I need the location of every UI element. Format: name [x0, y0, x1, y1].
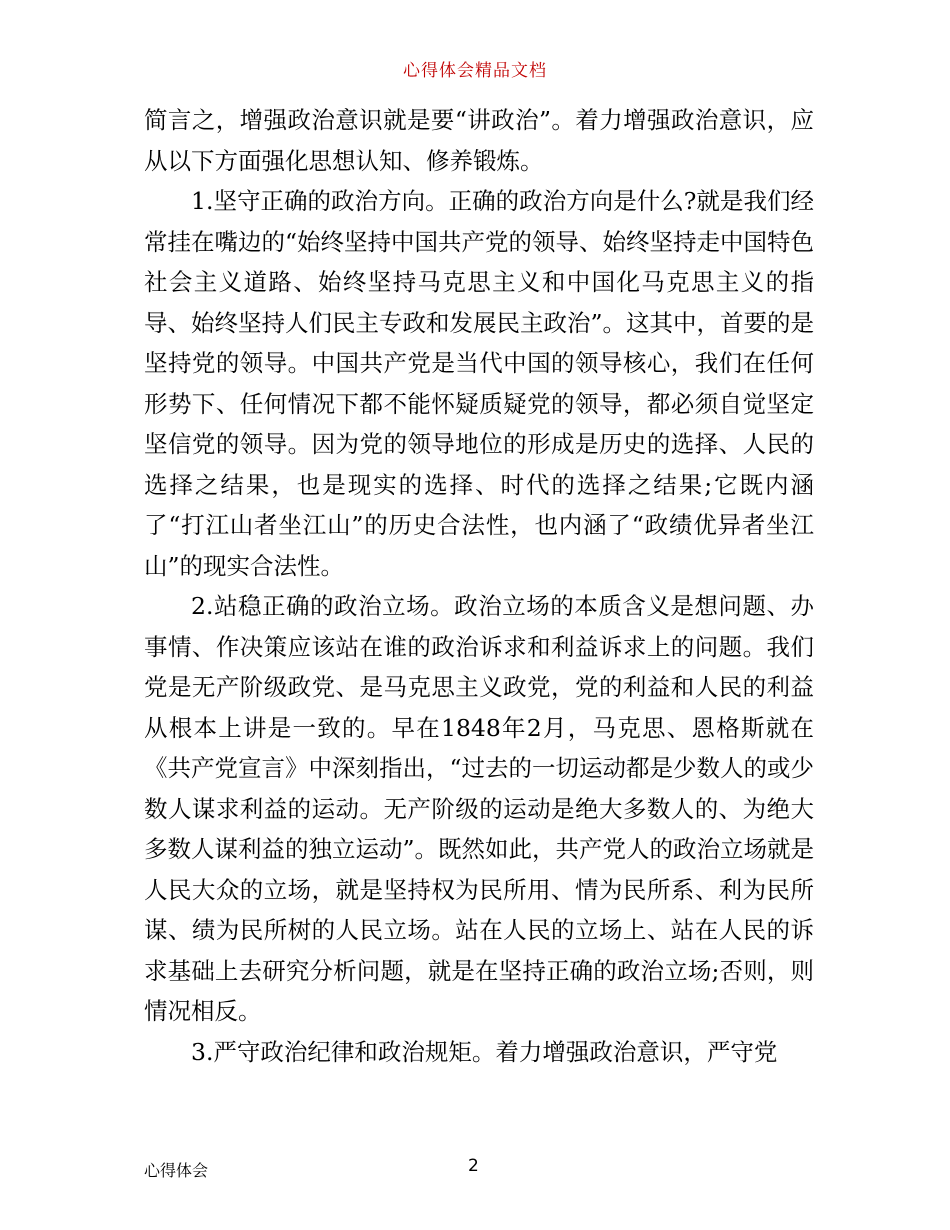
footer-label: 心得体会: [144, 1161, 209, 1180]
paragraph-political-stance: 2.站稳正确的政治立场。政治立场的本质含义是想问题、办事情、作决策应该站在谁的政治诉求和利益诉求上的问题。我们党是无产阶级政党、是马克思主义政党，党的利益和人民的利益从根本上讲是一致的。早在1848年2月，马克思、恩格斯就在《共产党宣言》中深刻指出，“过去的一切运动都是少数人的或少数人谋求利益的运动。无产阶级的运动是绝大多数人的、为绝大多数人谋利益的独立运动”。既然如此，共产党人的政治立场就是人民大众的立场，就是坚持权为民所用、情为民所系、利为民所谋、绩为民所树的人民立场。站在人民的立场上、站在人民的诉求基础上去研究分析问题，就是在坚持正确的政治立场;否则，则情况相反。: [144, 592, 815, 1025]
paragraph-intro: 简言之，增强政治意识就是要“讲政治”。着力增强政治意识，应从以下方面强化思想认知、修养锻炼。: [144, 106, 814, 175]
page-header-title: 心得体会精品文档: [403, 61, 547, 81]
document-body: [144, 100, 814, 1072]
footer-page-number: 2: [468, 1156, 479, 1176]
paragraph-political-discipline: 3.严守政治纪律和政治规矩。着力增强政治意识，严守党: [191, 1037, 778, 1066]
paragraph-political-direction: 1.坚守正确的政治方向。正确的政治方向是什么?就是我们经常挂在嘴边的“始终坚持中国共产党的领导、始终坚持走中国特色社会主义道路、始终坚持马克思主义和中国化马克思主义的指导、始终坚持人们民主专政和发展民主政治”。这其中，首要的是坚持党的领导。中国共产党是当代中国的领导核心，我们在任何形势下、任何情况下都不能怀疑质疑党的领导，都必须自觉坚定坚信党的领导。因为党的领导地位的形成是历史的选择、人民的选择之结果，也是现实的选择、时代的选择之结果;它既内涵了“打江山者坐江山”的历史合法性，也内涵了“政绩优异者坐江山”的现实合法性。: [144, 187, 815, 580]
